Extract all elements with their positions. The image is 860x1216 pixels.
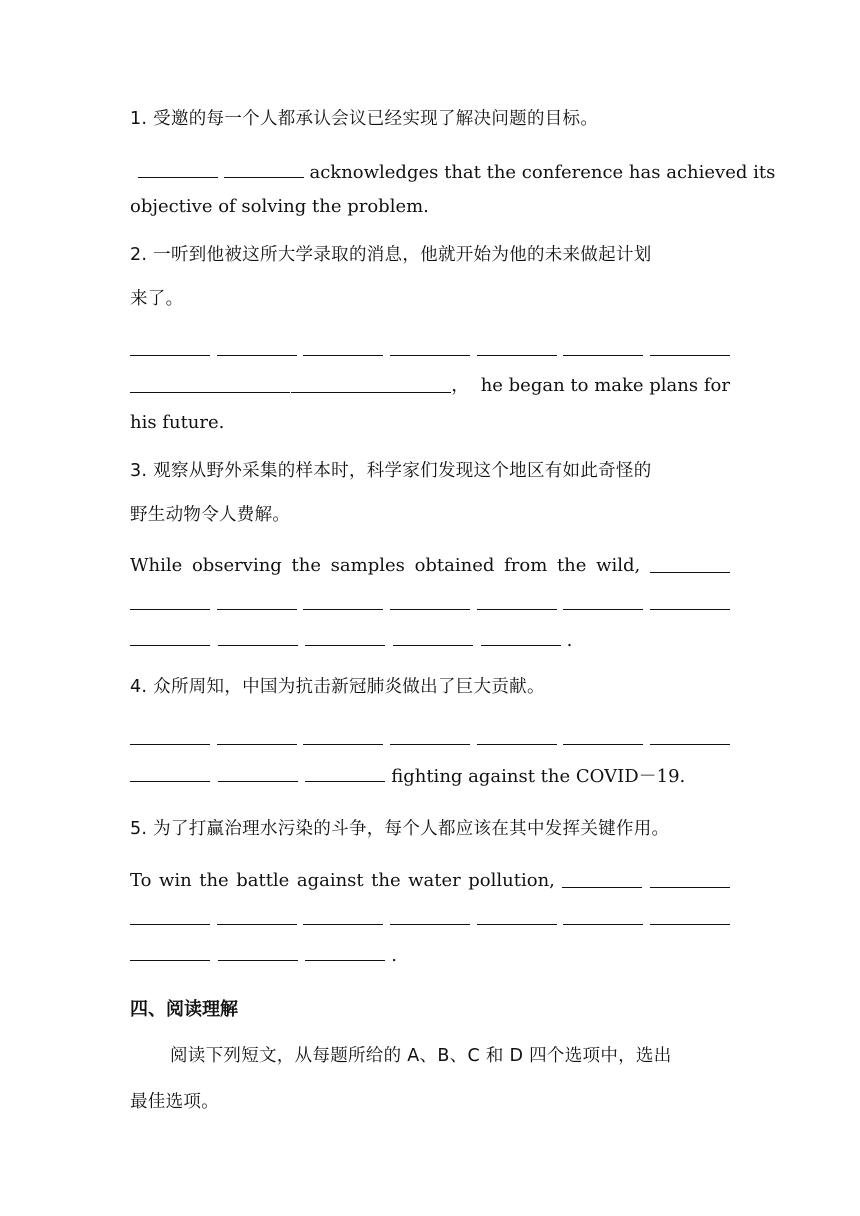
answer-blank[interactable] (218, 626, 298, 646)
q3-prompt-line-2: 野生动物令人费解。 (130, 505, 291, 525)
q5-word: the (371, 870, 401, 891)
answer-blank[interactable] (130, 725, 210, 745)
q1-prompt: 1. 受邀的每一个人都承认会议已经实现了解决问题的目标。 (130, 109, 599, 129)
answer-blank[interactable] (138, 158, 218, 178)
answer-blank[interactable] (650, 553, 730, 573)
q5-word: water (408, 870, 461, 891)
q3-answer-line-2 (130, 590, 730, 610)
answer-blank[interactable] (563, 336, 643, 356)
answer-blank[interactable] (563, 905, 643, 925)
answer-blank[interactable] (130, 762, 210, 782)
q5-line3-end: . (391, 945, 397, 966)
answer-blank[interactable] (650, 336, 730, 356)
answer-blank[interactable] (305, 626, 385, 646)
q2-answer-line-1 (130, 336, 730, 356)
q3-answer-line-3 (130, 626, 730, 654)
q3-word: While (130, 555, 183, 576)
q5-word: the (199, 870, 229, 891)
q4-answer-line-1 (130, 725, 730, 745)
q4-answer-line-2 (130, 762, 730, 790)
q2-prompt-line-1: 2. 一听到他被这所大学录取的消息，他就开始为他的未来做起计划 (130, 245, 652, 265)
section-instruction-line-2: 最佳选项。 (130, 1092, 219, 1112)
q5-answer-line-2 (130, 905, 730, 925)
answer-blank[interactable] (130, 336, 210, 356)
answer-blank[interactable] (477, 725, 557, 745)
q2-answer-line-2 (130, 373, 730, 399)
q2-prompt-line-2: 来了。 (130, 289, 184, 309)
answer-blank[interactable] (477, 336, 557, 356)
answer-blank[interactable] (477, 905, 557, 925)
answer-blank[interactable] (224, 158, 304, 178)
answer-blank[interactable] (650, 868, 730, 888)
q3-prompt-line-1: 3. 观察从野外采集的样本时，科学家们发现这个地区有如此奇怪的 (130, 461, 652, 481)
q3-word: wild, (596, 555, 641, 576)
q4-prompt: 4. 众所周知，中国为抗击新冠肺炎做出了巨大贡献。 (130, 677, 545, 697)
answer-blank[interactable] (130, 941, 210, 961)
answer-blank[interactable] (390, 905, 470, 925)
answer-blank[interactable] (303, 590, 383, 610)
answer-blank[interactable] (563, 590, 643, 610)
answer-blank[interactable] (305, 762, 385, 782)
answer-blank[interactable] (303, 336, 383, 356)
q3-word: observing (191, 555, 282, 576)
answer-blank[interactable] (217, 336, 297, 356)
q5-answer-line-3 (130, 941, 730, 969)
answer-blank[interactable] (562, 868, 642, 888)
q5-prompt: 5. 为了打赢治理水污染的斗争，每个人都应该在其中发挥关键作用。 (130, 819, 670, 839)
answer-blank[interactable] (393, 626, 473, 646)
answer-blank[interactable] (650, 905, 730, 925)
q5-word: pollution, (468, 870, 555, 891)
q3-word: from (504, 555, 548, 576)
answer-blank[interactable] (303, 905, 383, 925)
answer-blank[interactable] (217, 905, 297, 925)
q3-line3-end: . (566, 630, 573, 651)
answer-blank[interactable] (130, 590, 210, 610)
section-heading: 四、阅读理解 (130, 999, 238, 1020)
q5-word: against (296, 870, 364, 891)
answer-blank[interactable] (563, 725, 643, 745)
answer-blank[interactable] (130, 626, 210, 646)
q3-word: the (556, 555, 587, 576)
answer-blank[interactable] (291, 373, 371, 393)
answer-blank[interactable] (390, 590, 470, 610)
answer-blank[interactable] (130, 373, 210, 393)
q2-answer-line-3: his future. (130, 412, 225, 433)
q5-word: win (158, 870, 192, 891)
answer-blank[interactable] (218, 762, 298, 782)
q1-answer-line-1 (130, 158, 776, 186)
q4-line2-text: fighting against the COVID－19. (391, 766, 686, 787)
answer-blank[interactable] (650, 725, 730, 745)
q2-line2-text: ， he began to make plans for (451, 375, 730, 396)
answer-blank[interactable] (650, 590, 730, 610)
q3-answer-line-1 (130, 553, 730, 579)
section-instruction-line-1: 阅读下列短文，从每题所给的 A、B、C 和 D 四个选项中，选出 (170, 1046, 672, 1066)
q1-answer-line-2: objective of solving the problem. (130, 196, 429, 217)
answer-blank[interactable] (218, 941, 298, 961)
answer-blank[interactable] (210, 373, 290, 393)
answer-blank[interactable] (390, 725, 470, 745)
answer-blank[interactable] (305, 941, 385, 961)
q1-line1-text: acknowledges that the conference has achieved its (309, 162, 776, 183)
answer-blank[interactable] (130, 905, 210, 925)
q3-word: samples (330, 555, 405, 576)
q5-word: To (130, 870, 152, 891)
q3-word: obtained (414, 555, 495, 576)
answer-blank[interactable] (217, 590, 297, 610)
q3-word: the (291, 555, 321, 576)
answer-blank[interactable] (481, 626, 561, 646)
answer-blank[interactable] (477, 590, 557, 610)
q5-answer-line-1 (130, 868, 730, 894)
answer-blank[interactable] (390, 336, 470, 356)
answer-blank[interactable] (371, 373, 451, 393)
answer-blank[interactable] (303, 725, 383, 745)
answer-blank[interactable] (217, 725, 297, 745)
q5-word: battle (236, 870, 290, 891)
